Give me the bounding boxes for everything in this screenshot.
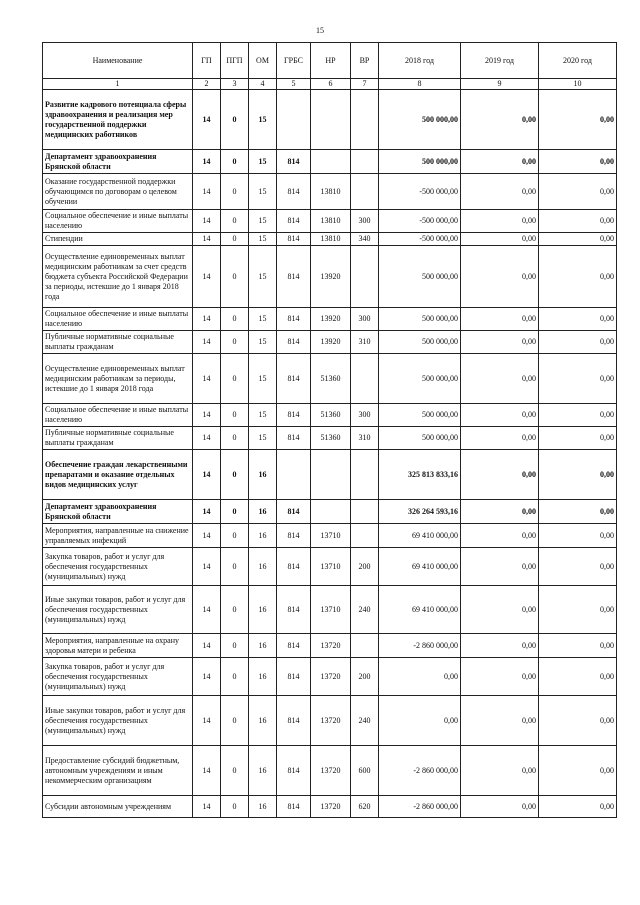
row-pgp-cell: 0 [221, 210, 249, 233]
row-name-cell: Социальное обеспечение и иные выплаты населению [43, 308, 193, 331]
table-row [43, 658, 617, 696]
row-2020-cell: 0,00 [539, 246, 617, 308]
row-om-cell: 16 [249, 586, 277, 634]
header-vr: ВР [351, 43, 379, 79]
row-nr-cell: 13720 [311, 658, 351, 696]
row-nr-cell: 13920 [311, 308, 351, 331]
table-row [43, 174, 617, 210]
row-vr-cell [351, 524, 379, 548]
row-gp-cell: 14 [193, 634, 221, 658]
row-2018-cell: 500 000,00 [379, 427, 461, 450]
row-2020-cell: 0,00 [539, 796, 617, 818]
row-om-cell: 15 [249, 210, 277, 233]
row-2020-cell: 0,00 [539, 524, 617, 548]
row-name-cell: Осуществление единовременных выплат медицинским работникам за счет средств бюджета субъекта Российской Федерации за периоды, истекшие до 1 января 2018 года [43, 246, 193, 308]
row-2020-cell: 0,00 [539, 90, 617, 150]
header-om: ОМ [249, 43, 277, 79]
row-nr-cell [311, 150, 351, 174]
row-gp-cell: 14 [193, 524, 221, 548]
row-vr-cell: 310 [351, 427, 379, 450]
column-index: 5 [277, 79, 311, 90]
table-row [43, 696, 617, 746]
row-name-cell: Публичные нормативные социальные выплаты гражданам [43, 331, 193, 354]
row-2018-cell: 0,00 [379, 696, 461, 746]
row-name-cell: Мероприятия, направленные на охрану здоровья матери и ребенка [43, 634, 193, 658]
row-2019-cell: 0,00 [461, 354, 539, 404]
row-2018-cell: -2 860 000,00 [379, 796, 461, 818]
row-2019-cell: 0,00 [461, 427, 539, 450]
row-grbs-cell: 814 [277, 696, 311, 746]
row-2018-cell: 500 000,00 [379, 150, 461, 174]
row-gp-cell: 14 [193, 500, 221, 524]
row-nr-cell: 13720 [311, 746, 351, 796]
row-gp-cell: 14 [193, 696, 221, 746]
row-om-cell: 15 [249, 174, 277, 210]
header-grbs: ГРБС [277, 43, 311, 79]
header-pgp: ПГП [221, 43, 249, 79]
row-nr-cell: 51360 [311, 404, 351, 427]
row-pgp-cell: 0 [221, 174, 249, 210]
row-pgp-cell: 0 [221, 500, 249, 524]
row-2018-cell: -500 000,00 [379, 174, 461, 210]
row-gp-cell: 14 [193, 246, 221, 308]
column-index: 8 [379, 79, 461, 90]
row-grbs-cell: 814 [277, 354, 311, 404]
row-2020-cell: 0,00 [539, 404, 617, 427]
row-2018-cell: 500 000,00 [379, 90, 461, 150]
table-row [43, 90, 617, 150]
table-row [43, 634, 617, 658]
row-nr-cell: 13810 [311, 233, 351, 246]
row-gp-cell: 14 [193, 404, 221, 427]
row-gp-cell: 14 [193, 746, 221, 796]
row-nr-cell: 51360 [311, 427, 351, 450]
row-vr-cell: 300 [351, 404, 379, 427]
row-grbs-cell: 814 [277, 174, 311, 210]
row-vr-cell: 340 [351, 233, 379, 246]
table-row [43, 524, 617, 548]
column-index: 2 [193, 79, 221, 90]
row-grbs-cell: 814 [277, 210, 311, 233]
row-grbs-cell: 814 [277, 796, 311, 818]
header-gp: ГП [193, 43, 221, 79]
row-vr-cell [351, 90, 379, 150]
row-vr-cell: 620 [351, 796, 379, 818]
row-vr-cell: 240 [351, 696, 379, 746]
row-2018-cell: 0,00 [379, 658, 461, 696]
row-2020-cell: 0,00 [539, 354, 617, 404]
row-nr-cell: 13710 [311, 548, 351, 586]
column-index: 10 [539, 79, 617, 90]
row-pgp-cell: 0 [221, 548, 249, 586]
row-om-cell: 15 [249, 233, 277, 246]
row-2020-cell: 0,00 [539, 450, 617, 500]
page-number: 15 [316, 26, 324, 35]
row-vr-cell [351, 450, 379, 500]
column-index: 7 [351, 79, 379, 90]
table-row [43, 308, 617, 331]
row-om-cell: 15 [249, 331, 277, 354]
row-2018-cell: 500 000,00 [379, 404, 461, 427]
row-pgp-cell: 0 [221, 586, 249, 634]
table-row [43, 246, 617, 308]
row-grbs-cell: 814 [277, 427, 311, 450]
row-nr-cell: 13710 [311, 524, 351, 548]
row-vr-cell [351, 500, 379, 524]
row-2019-cell: 0,00 [461, 634, 539, 658]
table-row [43, 548, 617, 586]
row-grbs-cell: 814 [277, 746, 311, 796]
row-name-cell: Иные закупки товаров, работ и услуг для обеспечения государственных (муниципальных) нужд [43, 696, 193, 746]
row-gp-cell: 14 [193, 586, 221, 634]
row-gp-cell: 14 [193, 233, 221, 246]
row-grbs-cell: 814 [277, 500, 311, 524]
table-row [43, 404, 617, 427]
row-grbs-cell: 814 [277, 233, 311, 246]
row-om-cell: 15 [249, 246, 277, 308]
row-2020-cell: 0,00 [539, 658, 617, 696]
row-nr-cell [311, 500, 351, 524]
row-om-cell: 16 [249, 634, 277, 658]
row-2020-cell: 0,00 [539, 308, 617, 331]
row-grbs-cell: 814 [277, 246, 311, 308]
row-2019-cell: 0,00 [461, 450, 539, 500]
row-nr-cell [311, 450, 351, 500]
header-nr: НР [311, 43, 351, 79]
row-vr-cell [351, 246, 379, 308]
row-om-cell: 16 [249, 548, 277, 586]
row-2020-cell: 0,00 [539, 746, 617, 796]
table-body [43, 90, 617, 818]
row-name-cell: Оказание государственной поддержки обучающимся по договорам о целевом обучении [43, 174, 193, 210]
row-om-cell: 15 [249, 404, 277, 427]
row-2020-cell: 0,00 [539, 331, 617, 354]
row-2018-cell: 325 813 833,16 [379, 450, 461, 500]
row-om-cell: 16 [249, 500, 277, 524]
row-2018-cell: -500 000,00 [379, 233, 461, 246]
row-2018-cell: 500 000,00 [379, 354, 461, 404]
row-name-cell: Закупка товаров, работ и услуг для обеспечения государственных (муниципальных) нужд [43, 548, 193, 586]
row-2019-cell: 0,00 [461, 233, 539, 246]
row-om-cell: 15 [249, 150, 277, 174]
row-vr-cell [351, 354, 379, 404]
row-pgp-cell: 0 [221, 696, 249, 746]
row-2018-cell: -2 860 000,00 [379, 634, 461, 658]
row-om-cell: 16 [249, 696, 277, 746]
row-vr-cell: 300 [351, 210, 379, 233]
row-2019-cell: 0,00 [461, 308, 539, 331]
row-vr-cell: 310 [351, 331, 379, 354]
table-row [43, 233, 617, 246]
row-gp-cell: 14 [193, 548, 221, 586]
table-row [43, 331, 617, 354]
row-grbs-cell: 814 [277, 548, 311, 586]
row-2020-cell: 0,00 [539, 174, 617, 210]
row-pgp-cell: 0 [221, 246, 249, 308]
row-name-cell: Развитие кадрового потенциала сферы здравоохранения и реализация мер государственной поддержки медицинских работников [43, 90, 193, 150]
row-pgp-cell: 0 [221, 658, 249, 696]
row-name-cell: Предоставление субсидий бюджетным, автономным учреждениям и иным некоммерческим организациям [43, 746, 193, 796]
row-grbs-cell [277, 90, 311, 150]
row-2019-cell: 0,00 [461, 696, 539, 746]
row-name-cell: Департамент здравоохранения Брянской области [43, 150, 193, 174]
row-pgp-cell: 0 [221, 404, 249, 427]
header-name: Наименование [43, 43, 193, 79]
row-2019-cell: 0,00 [461, 658, 539, 696]
row-nr-cell: 13720 [311, 696, 351, 746]
row-name-cell: Иные закупки товаров, работ и услуг для обеспечения государственных (муниципальных) нужд [43, 586, 193, 634]
header-2018: 2018 год [379, 43, 461, 79]
table-row [43, 796, 617, 818]
row-nr-cell: 13720 [311, 634, 351, 658]
row-gp-cell: 14 [193, 658, 221, 696]
row-pgp-cell: 0 [221, 150, 249, 174]
row-grbs-cell: 814 [277, 634, 311, 658]
row-nr-cell: 13920 [311, 331, 351, 354]
row-om-cell: 15 [249, 427, 277, 450]
row-2019-cell: 0,00 [461, 210, 539, 233]
row-name-cell: Субсидии автономным учреждениям [43, 796, 193, 818]
row-nr-cell: 13720 [311, 796, 351, 818]
row-name-cell: Обеспечение граждан лекарственными препаратами и оказание отдельных видов медицинских услуг [43, 450, 193, 500]
column-index: 3 [221, 79, 249, 90]
row-om-cell: 16 [249, 658, 277, 696]
row-om-cell: 16 [249, 796, 277, 818]
row-vr-cell [351, 634, 379, 658]
row-grbs-cell: 814 [277, 150, 311, 174]
row-2019-cell: 0,00 [461, 331, 539, 354]
budget-table [42, 42, 617, 818]
column-index: 4 [249, 79, 277, 90]
row-gp-cell: 14 [193, 150, 221, 174]
row-vr-cell: 240 [351, 586, 379, 634]
row-2018-cell: 69 410 000,00 [379, 524, 461, 548]
row-2020-cell: 0,00 [539, 150, 617, 174]
table-row [43, 354, 617, 404]
row-grbs-cell: 814 [277, 524, 311, 548]
row-vr-cell [351, 150, 379, 174]
row-gp-cell: 14 [193, 450, 221, 500]
row-om-cell: 15 [249, 354, 277, 404]
row-2019-cell: 0,00 [461, 404, 539, 427]
row-gp-cell: 14 [193, 308, 221, 331]
row-nr-cell [311, 90, 351, 150]
row-2020-cell: 0,00 [539, 233, 617, 246]
table-row [43, 746, 617, 796]
row-2019-cell: 0,00 [461, 796, 539, 818]
row-2019-cell: 0,00 [461, 174, 539, 210]
row-grbs-cell: 814 [277, 308, 311, 331]
row-2020-cell: 0,00 [539, 696, 617, 746]
row-vr-cell: 600 [351, 746, 379, 796]
header-2020: 2020 год [539, 43, 617, 79]
row-gp-cell: 14 [193, 331, 221, 354]
row-om-cell: 16 [249, 746, 277, 796]
row-name-cell: Стипендии [43, 233, 193, 246]
row-pgp-cell: 0 [221, 796, 249, 818]
row-vr-cell [351, 174, 379, 210]
row-pgp-cell: 0 [221, 233, 249, 246]
row-gp-cell: 14 [193, 174, 221, 210]
header-2019: 2019 год [461, 43, 539, 79]
column-index: 1 [43, 79, 193, 90]
row-pgp-cell: 0 [221, 450, 249, 500]
row-2018-cell: 500 000,00 [379, 308, 461, 331]
row-2020-cell: 0,00 [539, 427, 617, 450]
row-om-cell: 16 [249, 524, 277, 548]
row-vr-cell: 200 [351, 658, 379, 696]
row-2018-cell: 69 410 000,00 [379, 586, 461, 634]
row-name-cell: Закупка товаров, работ и услуг для обеспечения государственных (муниципальных) нужд [43, 658, 193, 696]
table-row [43, 427, 617, 450]
row-2019-cell: 0,00 [461, 746, 539, 796]
row-nr-cell: 13710 [311, 586, 351, 634]
row-2020-cell: 0,00 [539, 210, 617, 233]
row-name-cell: Департамент здравоохранения Брянской области [43, 500, 193, 524]
row-2020-cell: 0,00 [539, 586, 617, 634]
row-name-cell: Социальное обеспечение и иные выплаты населению [43, 404, 193, 427]
row-2018-cell: 326 264 593,16 [379, 500, 461, 524]
row-pgp-cell: 0 [221, 308, 249, 331]
row-grbs-cell: 814 [277, 658, 311, 696]
row-om-cell: 16 [249, 450, 277, 500]
column-index-row [43, 79, 617, 90]
row-2018-cell: -2 860 000,00 [379, 746, 461, 796]
row-nr-cell: 51360 [311, 354, 351, 404]
row-om-cell: 15 [249, 90, 277, 150]
row-2019-cell: 0,00 [461, 150, 539, 174]
row-name-cell: Мероприятия, направленные на снижение управляемых инфекций [43, 524, 193, 548]
row-pgp-cell: 0 [221, 634, 249, 658]
table-row [43, 500, 617, 524]
row-2019-cell: 0,00 [461, 246, 539, 308]
row-name-cell: Социальное обеспечение и иные выплаты населению [43, 210, 193, 233]
table-row [43, 586, 617, 634]
row-pgp-cell: 0 [221, 746, 249, 796]
row-nr-cell: 13810 [311, 210, 351, 233]
row-gp-cell: 14 [193, 354, 221, 404]
row-2019-cell: 0,00 [461, 524, 539, 548]
column-index: 6 [311, 79, 351, 90]
table-row [43, 210, 617, 233]
row-2020-cell: 0,00 [539, 500, 617, 524]
row-grbs-cell: 814 [277, 586, 311, 634]
column-index: 9 [461, 79, 539, 90]
row-2018-cell: 69 410 000,00 [379, 548, 461, 586]
row-name-cell: Публичные нормативные социальные выплаты гражданам [43, 427, 193, 450]
row-2020-cell: 0,00 [539, 634, 617, 658]
row-2019-cell: 0,00 [461, 548, 539, 586]
row-2020-cell: 0,00 [539, 548, 617, 586]
row-pgp-cell: 0 [221, 90, 249, 150]
header-row [43, 43, 617, 79]
row-2018-cell: 500 000,00 [379, 246, 461, 308]
row-gp-cell: 14 [193, 427, 221, 450]
table-row [43, 450, 617, 500]
row-vr-cell: 200 [351, 548, 379, 586]
row-gp-cell: 14 [193, 796, 221, 818]
row-pgp-cell: 0 [221, 331, 249, 354]
row-om-cell: 15 [249, 308, 277, 331]
row-2019-cell: 0,00 [461, 586, 539, 634]
table-row [43, 150, 617, 174]
row-grbs-cell: 814 [277, 404, 311, 427]
row-pgp-cell: 0 [221, 427, 249, 450]
row-nr-cell: 13810 [311, 174, 351, 210]
row-2018-cell: 500 000,00 [379, 331, 461, 354]
row-name-cell: Осуществление единовременных выплат медицинским работникам за периоды, истекшие до 1 января 2018 года [43, 354, 193, 404]
row-vr-cell: 300 [351, 308, 379, 331]
row-gp-cell: 14 [193, 210, 221, 233]
row-2018-cell: -500 000,00 [379, 210, 461, 233]
row-pgp-cell: 0 [221, 354, 249, 404]
row-pgp-cell: 0 [221, 524, 249, 548]
row-nr-cell: 13920 [311, 246, 351, 308]
row-grbs-cell: 814 [277, 331, 311, 354]
row-grbs-cell [277, 450, 311, 500]
row-gp-cell: 14 [193, 90, 221, 150]
row-2019-cell: 0,00 [461, 90, 539, 150]
row-2019-cell: 0,00 [461, 500, 539, 524]
